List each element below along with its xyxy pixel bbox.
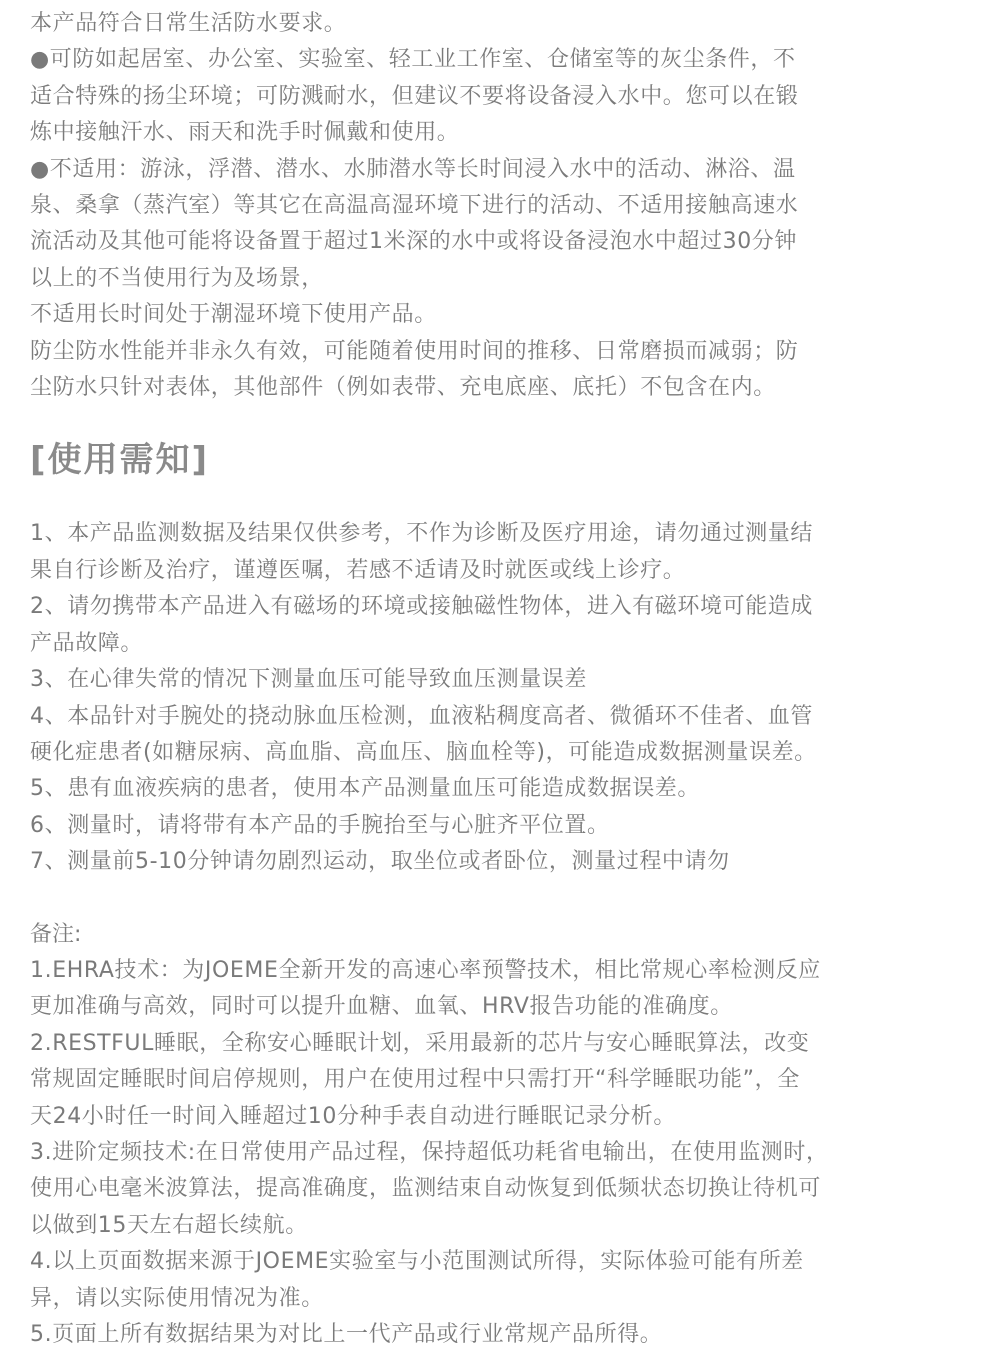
durability-disclaimer: 防尘防水性能并非永久有效，可能随着使用时间的推移、日常磨损而减弱；防 尘防水只针对表体，其他部件（例如表带、充电底座、底托）不包含在内。 (30, 338, 799, 401)
usage-item: 3、在心律失常的情况下测量血压可能导致血压测量误差 (30, 667, 587, 693)
usage-section-title: [使用需知] (30, 440, 210, 481)
not-applicable-activities: ●不适用：游泳，浮潜、潜水、水肺潜水等长时间浸入水中的活动、淋浴、温 泉、桑拿（蒸汽室）等其它在高温高湿环境下进行的活动、不适用接触高速水 流活动及其他可能将设备置于超过1米深的水中或将设备浸泡水中超过30分钟 以上的不当使用行为及场景， (30, 156, 799, 291)
usage-item: 1、本产品监测数据及结果仅供参考，不作为诊断及医疗用途，请勿通过测量结 果自行诊断及治疗，谨遵医嘱，若感不适请及时就医或线上诊疗。 (30, 521, 813, 583)
product-notice-page (30, 6, 975, 1353)
note-item: 1.EHRA技术：为JOEME全新开发的高速心率预警技术，相比常规心率检测反应 更加准确与高效，同时可以提升血糖、血氧、HRV报告功能的准确度。 (30, 957, 821, 1020)
usage-list (30, 516, 975, 880)
usage-item: 4、本品针对手腕处的挠动脉血压检测，血液粘稠度高者、微循环不佳者、血管 硬化症患者(如糖尿病、高血脂、高血压、脑血栓等)，可能造成数据测量误差。 (30, 703, 817, 765)
note-item: 3.进阶定频技术:在日常使用产品过程，保持超低功耗省电输出，在使用监测时， 使用心电毫米波算法，提高准确度，监测结束自动恢复到低频状态切换让待机可 以做到15天左右超长续航。 (30, 1139, 829, 1238)
note-item: 4.以上页面数据来源于JOEME实验室与小范围测试所得，实际体验可能有所差 异，请以实际使用情况为准。 (30, 1249, 804, 1311)
notes-list (30, 953, 975, 1353)
note-item: 5.页面上所有数据结果为对比上一代产品或行业常规产品所得。 (30, 1322, 663, 1347)
usage-item: 7、测量前5-10分钟请勿剧烈运动，取坐位或者卧位，测量过程中请勿 (30, 849, 730, 875)
usage-item: 2、请勿携带本产品进入有磁场的环境或接触磁性物体，进入有磁环境可能造成 产品故障。 (30, 594, 813, 656)
usage-item: 5、患有血液疾病的患者，使用本产品测量血压可能造成数据误差。 (30, 776, 700, 802)
waterproof-section (30, 6, 975, 406)
humid-environment-warning: 不适用长时间处于潮湿环境下使用产品。 (30, 302, 437, 328)
usage-item: 6、测量时，请将带有本产品的手腕抬至与心脏齐平位置。 (30, 812, 610, 838)
note-item: 2.RESTFUL睡眠，全称安心睡眠计划，采用最新的芯片与安心睡眠算法，改变 常规固定睡眠时间启停规则，用户在使用过程中只需打开“科学睡眠功能”，全 天24小时任一时间入睡超过10分种手表自动进行睡眠记录分析。 (30, 1030, 810, 1129)
notes-label: 备注: (30, 921, 82, 947)
dust-splash-protection: ●可防如起居室、办公室、实验室、轻工业工作室、仓储室等的灰尘条件，不 适合特殊的扬尘环境；可防溅耐水，但建议不要将设备浸入水中。您可以在锻 炼中接触汗水、雨天和洗手时佩戴和使用。 (30, 47, 799, 146)
waterproof-intro: 本产品符合日常生活防水要求。 (30, 11, 347, 36)
